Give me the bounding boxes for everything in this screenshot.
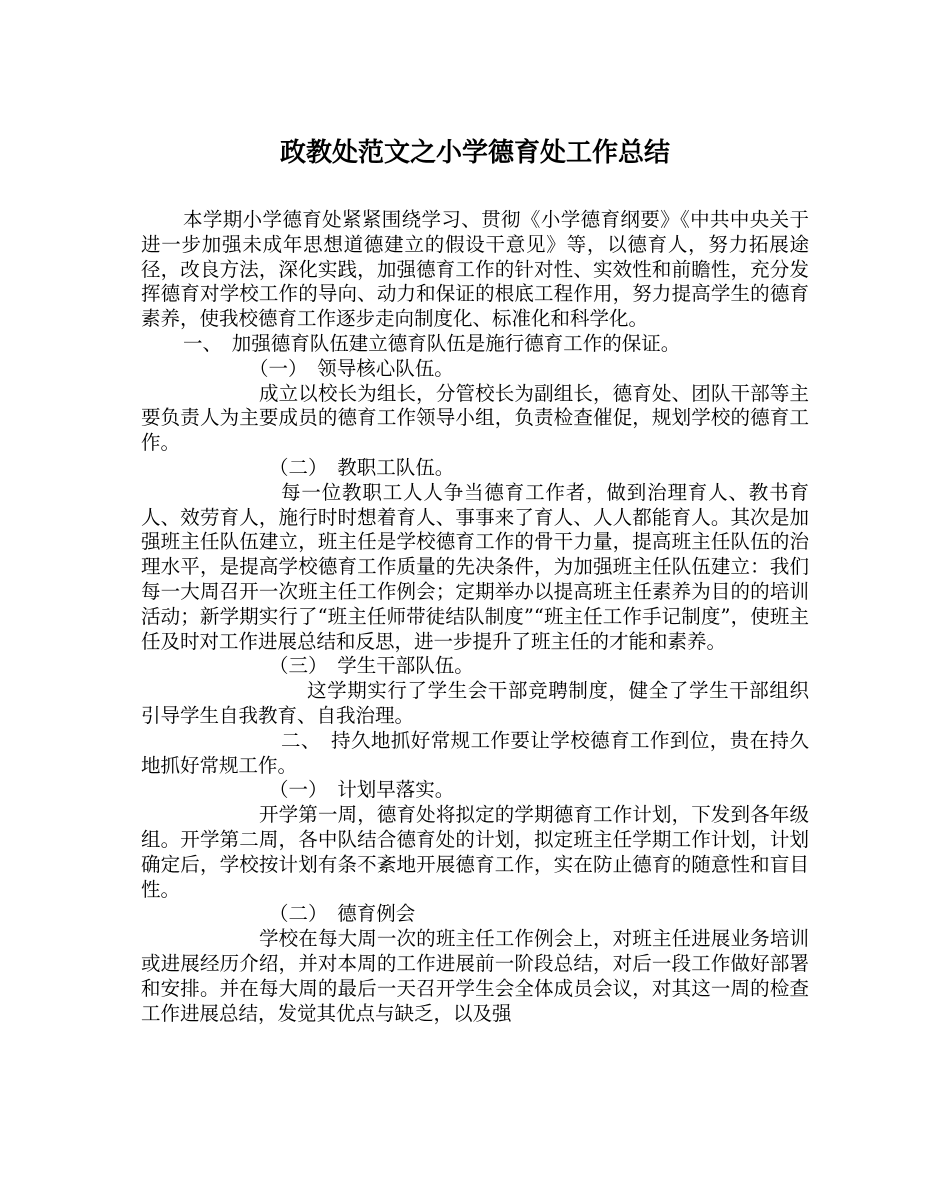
intro-paragraph: 本学期小学德育处紧紧围绕学习、贯彻《小学德育纲要》《中共中央关于进一步加强未成年思想道德建立的假设干意见》等，以德育人，努力拓展途径，改良方法，深化实践，加强德育工作的针对性、实效性和前瞻性，充分发挥德育对学校工作的导向、动力和保证的根底工程作用，努力提高学生的德育素养，使我校德育工作逐步走向制度化、标准化和科学化。 xyxy=(141,208,809,331)
paragraph-1-3: 这学期实行了学生会干部竞聘制度，健全了学生干部组织引导学生自我教育、自我治理。 xyxy=(141,679,809,727)
paragraph-1-2: 每一位教职工人人争当德育工作者，做到治理育人、教书育人、效劳育人，施行时时想着育人、事事来了育人、人人都能育人。其次是加强班主任队伍建立，班主任是学校德育工作的骨干力量，提高班主任队伍的治理水平，是提高学校德育工作质量的先决条件，为加强班主任队伍建立：我们每一大周召开一次班主任工作例会；定期举办以提高班主任素养为目的的培训活动；新学期实行了“班主任师带徒结队制度”“班主任工作手记制度”，使班主任及时对工作进展总结和反思，进一步提升了班主任的才能和素养。 xyxy=(141,480,809,653)
section-heading-1: 一、 加强德育队伍建立德育队伍是施行德育工作的保证。 xyxy=(183,331,681,355)
subsection-heading-1-1: （一） 领导核心队伍。 xyxy=(249,356,454,380)
subsection-heading-1-3: （三） 学生干部队伍。 xyxy=(269,654,474,678)
paragraph-2-1: 开学第一周，德育处将拟定的学期德育工作计划，下发到各年级组。开学第二周，各中队结合德育处的计划，拟定班主任学期工作计划，计划确定后，学校按计划有条不紊地开展德育工作，实在防止德育的随意性和盲目性。 xyxy=(141,803,809,901)
paragraph-2-2: 学校在每大周一次的班主任工作例会上，对班主任进展业务培训或进展经历介绍，并对本周的工作进展前一阶段总结，对后一段工作做好部署和安排。并在每大周的最后一天召开学生会全体成员会议，对其这一周的检查工作进展总结，发觉其优点与缺乏，以及强 xyxy=(141,927,809,1025)
document-body xyxy=(141,208,809,1026)
subsection-heading-2-2: （二） 德育例会 xyxy=(269,902,416,926)
document-title: 政教处范文之小学德育处工作总结 xyxy=(279,138,670,168)
subsection-heading-1-2: （二） 教职工队伍。 xyxy=(269,455,455,479)
paragraph-1-1: 成立以校长为组长，分管校长为副组长，德育处、团队干部等主要负责人为主要成员的德育工作领导小组，负责检查催促，规划学校的德育工作。 xyxy=(141,381,809,455)
section-heading-2: 二、 持久地抓好常规工作要让学校德育工作到位，贵在持久地抓好常规工作。 xyxy=(141,728,809,777)
subsection-heading-2-1: （一） 计划早落实。 xyxy=(269,778,455,802)
